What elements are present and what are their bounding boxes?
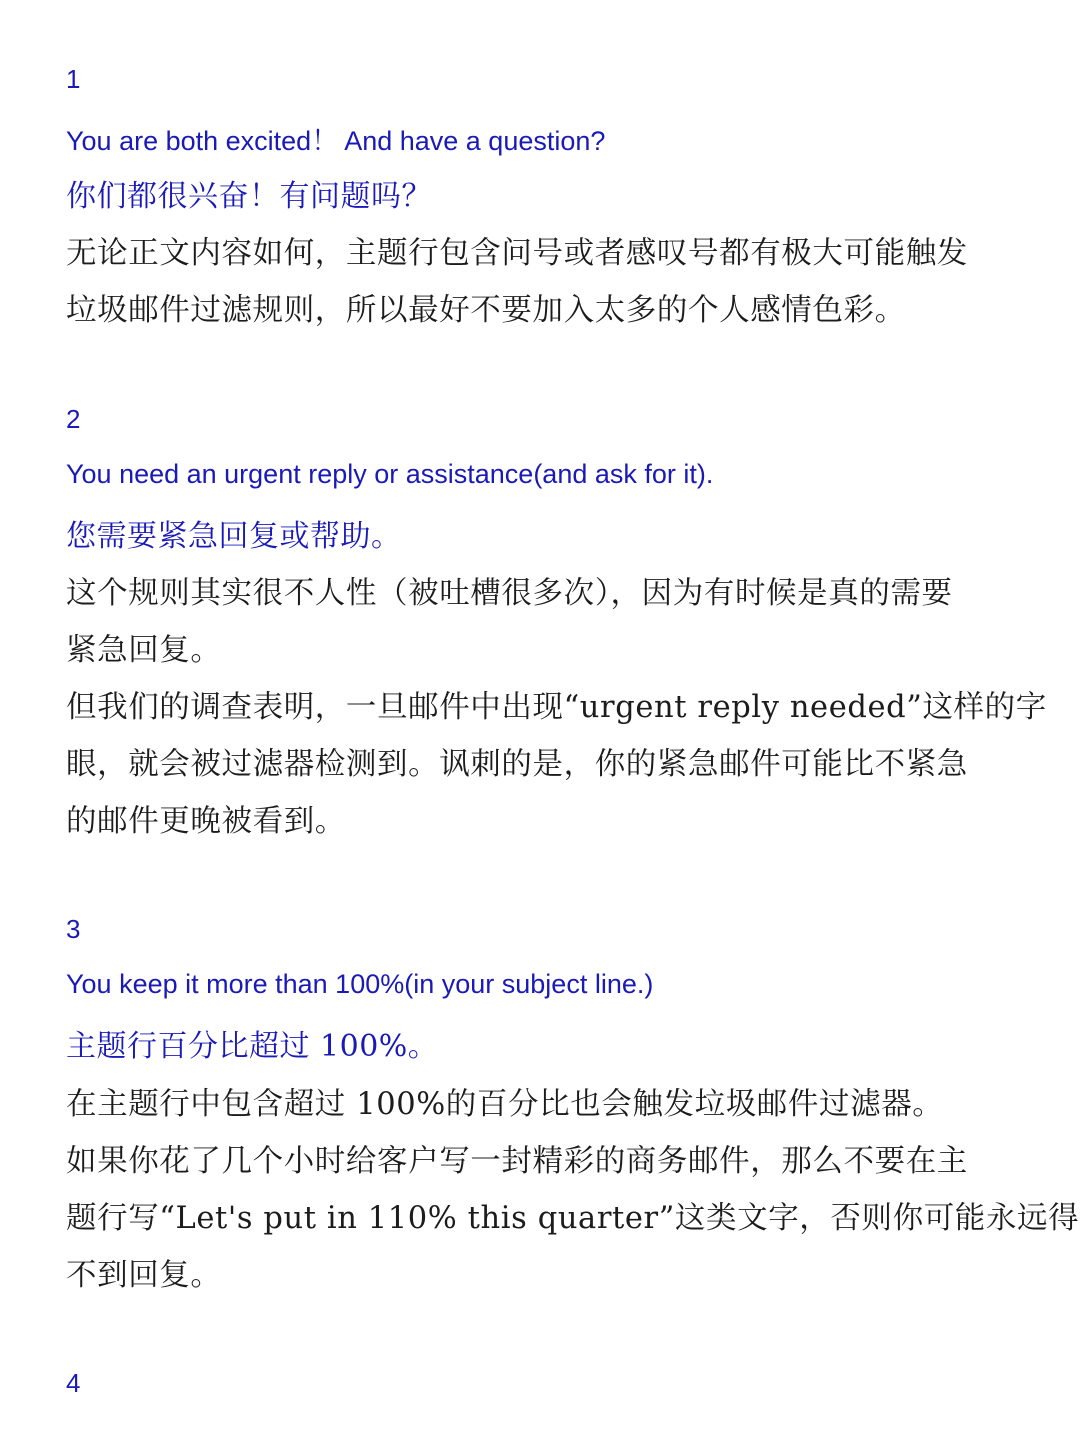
section-body-line: 不到回复。 bbox=[66, 1258, 222, 1293]
section-body-line: 这个规则其实很不人性（被吐槽很多次），因为有时候是真的需要 bbox=[66, 576, 953, 611]
section-body-line: 的邮件更晚被看到。 bbox=[66, 804, 346, 839]
section-english-title: You need an urgent reply or assistance(and ask for it). bbox=[66, 459, 714, 489]
section-english-title: You are both excited！ And have a question? bbox=[66, 126, 606, 156]
section-body-line: 题行写“Let's put in 110% this quarter”这类文字，否则你可能永远得 bbox=[66, 1201, 1080, 1236]
section-body-line: 垃圾邮件过滤规则，所以最好不要加入太多的个人感情色彩。 bbox=[66, 293, 906, 328]
section-body-line: 紧急回复。 bbox=[66, 633, 222, 668]
section-number: 1 bbox=[66, 64, 81, 94]
section-chinese-title: 您需要紧急回复或帮助。 bbox=[66, 519, 402, 554]
section-body-line: 无论正文内容如何，主题行包含问号或者感叹号都有极大可能触发 bbox=[66, 236, 968, 271]
section-body-line: 在主题行中包含超过 100%的百分比也会触发垃圾邮件过滤器。 bbox=[66, 1087, 944, 1122]
section-body-line: 但我们的调查表明，一旦邮件中出现“urgent reply needed”这样的字 bbox=[66, 690, 1047, 725]
section-number: 2 bbox=[66, 404, 81, 434]
section-body-line: 眼，就会被过滤器检测到。讽刺的是，你的紧急邮件可能比不紧急 bbox=[66, 747, 968, 782]
section-number: 4 bbox=[66, 1368, 81, 1398]
section-english-title: You keep it more than 100%(in your subject line.) bbox=[66, 969, 654, 999]
section-chinese-title: 你们都很兴奋！有问题吗？ bbox=[66, 179, 432, 214]
section-number: 3 bbox=[66, 914, 81, 944]
section-body-line: 如果你花了几个小时给客户写一封精彩的商务邮件，那么不要在主 bbox=[66, 1144, 968, 1179]
section-chinese-title: 主题行百分比超过 100%。 bbox=[66, 1029, 439, 1064]
